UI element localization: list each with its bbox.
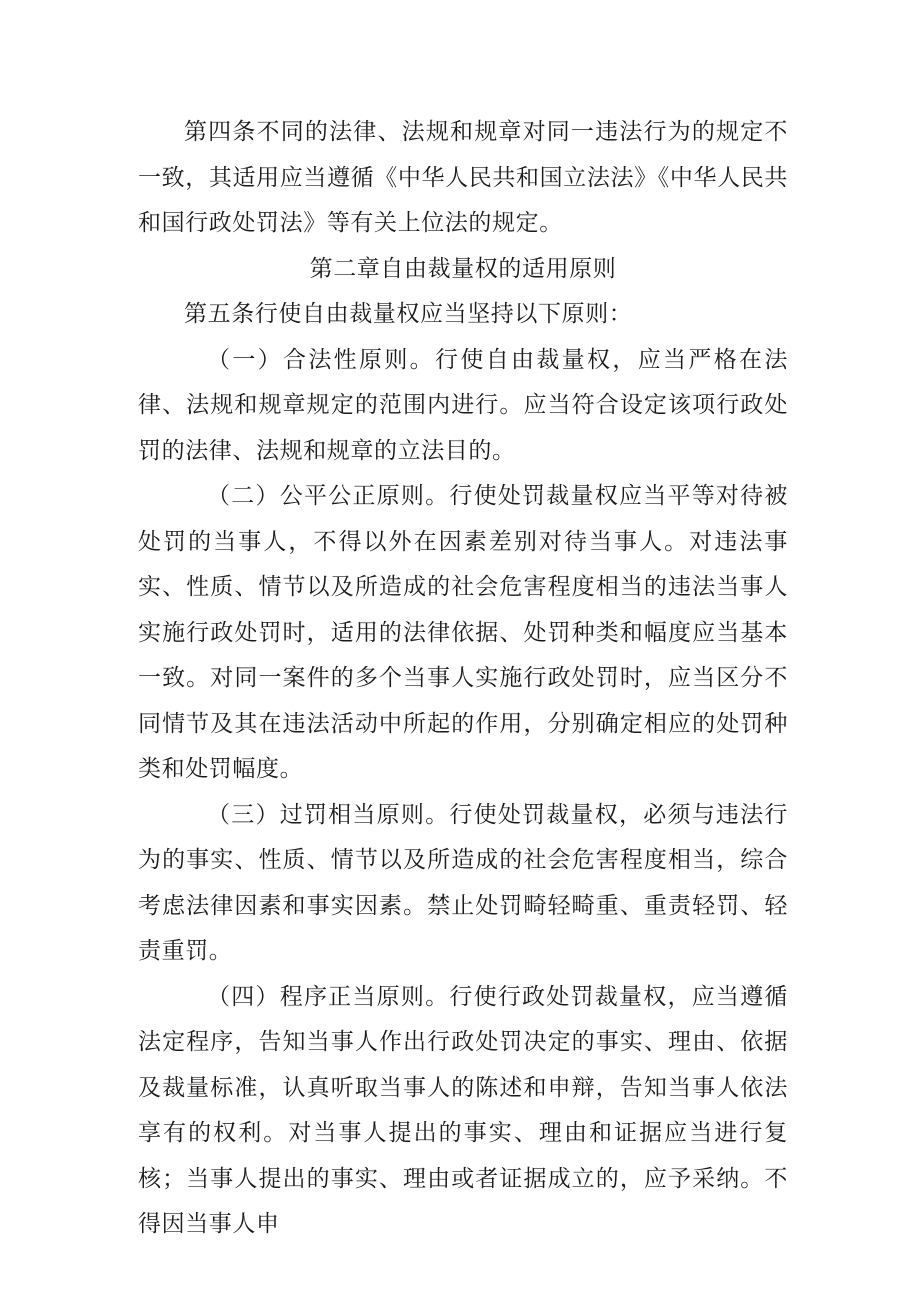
- article-5-intro-paragraph: 第五条行使自由裁量权应当坚持以下原则：: [184, 301, 633, 327]
- principle-proportionality-paragraph: （三）过罚相当原则。行使处罚裁量权，必须与违法行为的事实、性质、情节以及所造成的社会危害程度相当，综合考虑法律因素和事实因素。禁止处罚畸轻畸重、重责轻罚、轻责重罚。: [138, 801, 788, 964]
- document-body: [138, 110, 788, 1248]
- principle-legality-paragraph: （一）合法性原则。行使自由裁量权，应当严格在法律、法规和规章规定的范围内进行。应当符合设定该项行政处罚的法律、法规和规章的立法目的。: [138, 346, 788, 464]
- principle-due-process-paragraph: （四）程序正当原则。行使行政处罚裁量权，应当遵循法定程序，告知当事人作出行政处罚决定的事实、理由、依据及裁量标准，认真听取当事人的陈述和申辩，告知当事人依法享有的权利。对当事人提出的事实、理由和证据应当进行复核；当事人提出的事实、理由或者证据成立的，应予采纳。不得因当事人申: [138, 983, 788, 1237]
- chapter-2-heading: 第二章自由裁量权的适用原则: [309, 255, 617, 282]
- article-4-paragraph: 第四条不同的法律、法规和规章对同一违法行为的规定不一致，其适用应当遵循《中华人民共和国立法法》《中华人民共和国行政处罚法》等有关上位法的规定。: [138, 119, 788, 236]
- principle-fairness-paragraph: （二）公平公正原则。行使处罚裁量权应当平等对待被处罚的当事人，不得以外在因素差别对待当事人。对违法事实、性质、情节以及所造成的社会危害程度相当的违法当事人实施行政处罚时，适用的法律依据、处罚种类和幅度应当基本一致。对同一案件的多个当事人实施行政处罚时，应当区分不同情节及其在违法活动中所起的作用，分别确定相应的处罚种类和处罚幅度。: [138, 483, 788, 782]
